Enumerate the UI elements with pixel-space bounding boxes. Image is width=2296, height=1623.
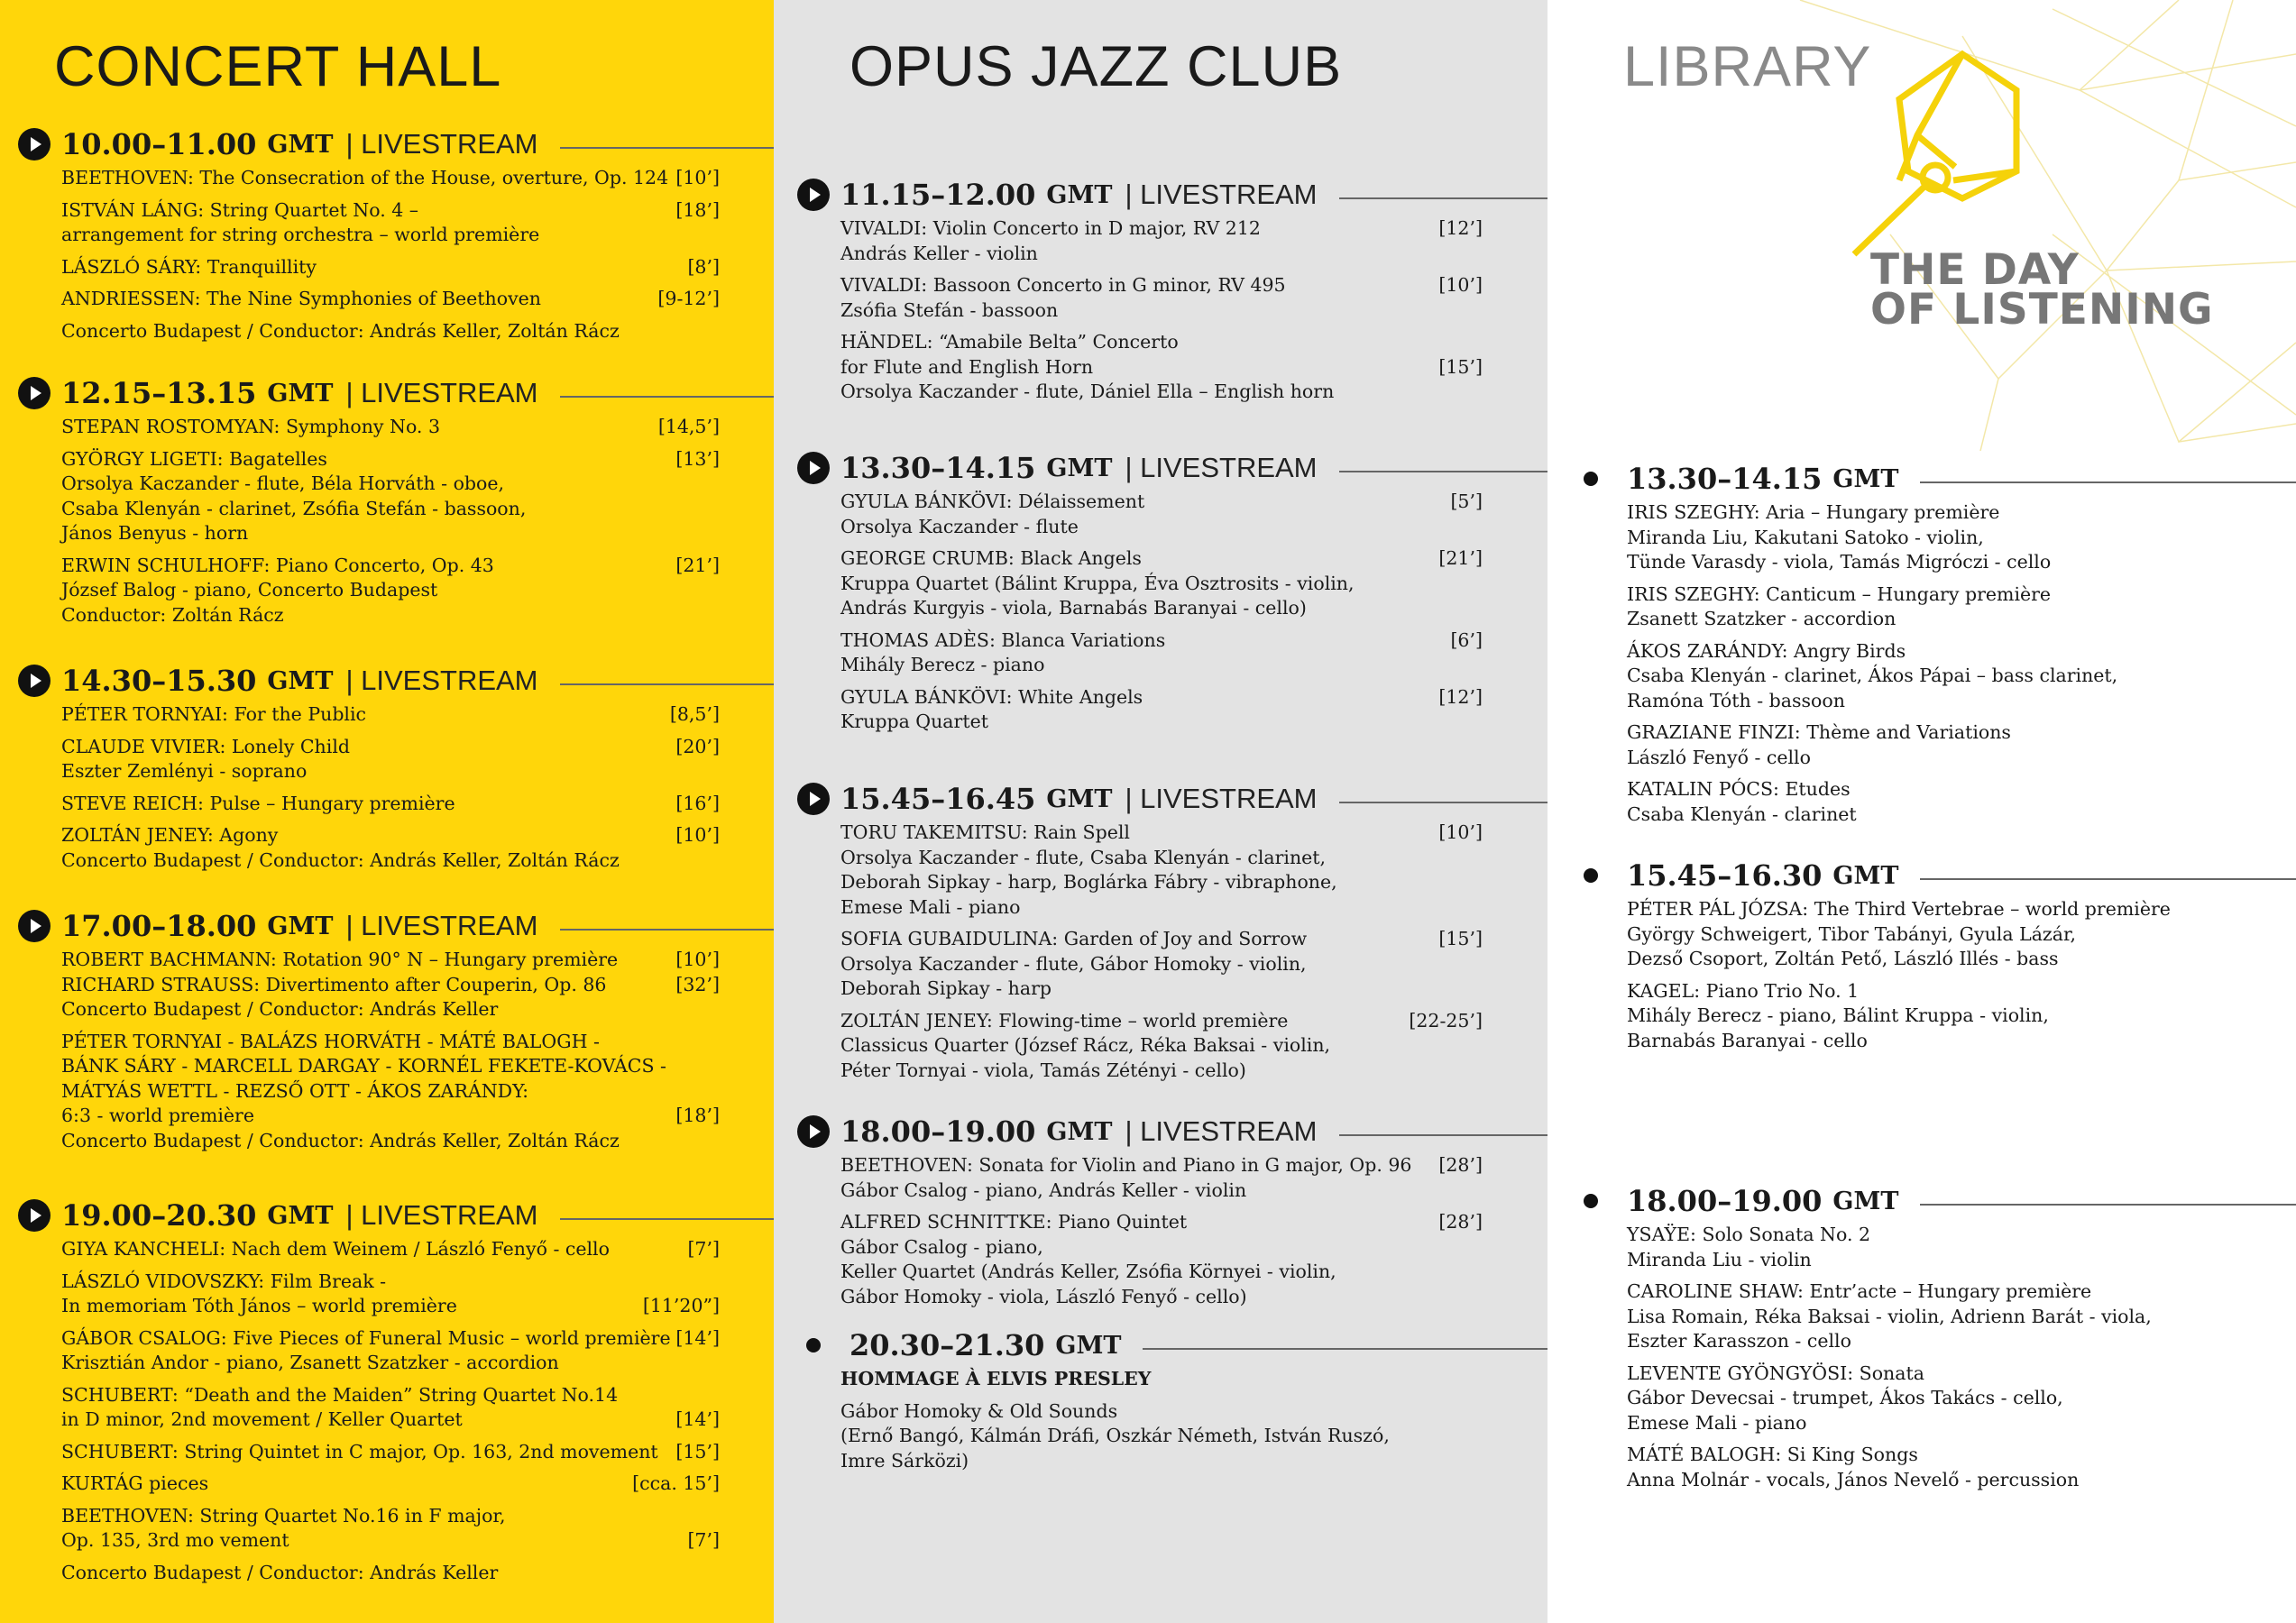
program-item bbox=[61, 255, 774, 280]
logo-line-1: THE DAY bbox=[1870, 245, 2080, 295]
program-text: KURTÁG pieces bbox=[61, 1472, 209, 1494]
program-item bbox=[840, 273, 1548, 323]
bullet-icon bbox=[1584, 868, 1598, 883]
program-duration: [12’] bbox=[1438, 685, 1483, 708]
program-text: VIVALDI: Violin Concerto in D major, RV 212 András Keller - violin bbox=[840, 217, 1261, 264]
session-timezone: GMT bbox=[267, 666, 334, 695]
schedule-session bbox=[18, 906, 774, 1160]
program-item bbox=[1627, 500, 2296, 575]
program-text: THOMAS ADÈS: Blanca Variations Mihály Berecz - piano bbox=[840, 628, 1166, 675]
session-time: 13.30–14.15 bbox=[1627, 462, 1823, 496]
program-text: SCHUBERT: “Death and the Maiden” String Quartet No.14 in D minor, 2nd movement / Keller Quartet bbox=[61, 1383, 619, 1430]
program-duration: [5’] bbox=[1450, 491, 1483, 512]
program-item bbox=[61, 1030, 774, 1154]
program-duration: [16’] bbox=[675, 792, 720, 814]
program-duration: [13’] bbox=[675, 447, 720, 470]
program-text: PÉTER TORNYAI - BALÁZS HORVÁTH - MÁTÉ BALOGH - BÁNK SÁRY - MARCELL DARGAY - KORNÉL FEKETE-KOVÁCS - MÁTYÁS WETTL - REZSŐ OTT - ÁKOS ZARÁNDY: 6:3 - world première Concerto Budapest / Conductor: András Keller, Zoltán Rácz bbox=[61, 1030, 666, 1151]
program-item bbox=[840, 1210, 1548, 1309]
program-item bbox=[61, 1504, 774, 1554]
opus-jazz-club-title: OPUS JAZZ CLUB bbox=[850, 35, 1343, 98]
program-text: KATALIN PÓCS: Etudes Csaba Klenyán - clarinet bbox=[1627, 778, 1857, 825]
program-item bbox=[840, 330, 1548, 405]
session-time: 14.30–15.30 bbox=[61, 664, 257, 698]
program-duration: [15’] bbox=[1438, 928, 1483, 949]
program-item bbox=[61, 702, 774, 728]
program-duration: [11’20”] bbox=[642, 1295, 720, 1316]
program-item bbox=[840, 546, 1548, 621]
livestream-play-icon[interactable] bbox=[18, 665, 51, 697]
program-text: Gábor Homoky & Old Sounds (Ernő Bangó, Kálmán Dráfi, Oszkár Németh, István Ruszó, Imre Sárközi) bbox=[840, 1399, 1390, 1472]
program-list bbox=[18, 1237, 774, 1585]
session-timezone: GMT bbox=[1046, 784, 1113, 813]
session-header bbox=[797, 779, 1548, 819]
schedule-session bbox=[18, 1196, 774, 1592]
program-item bbox=[840, 1009, 1548, 1084]
program-duration: [10’] bbox=[1438, 274, 1483, 296]
program-text: YSAŸE: Solo Sonata No. 2 Miranda Liu - violin bbox=[1627, 1224, 1871, 1270]
opus-jazz-club-column bbox=[774, 0, 1548, 1623]
program-item bbox=[61, 735, 774, 784]
livestream-label[interactable]: | LIVESTREAM bbox=[1125, 179, 1318, 210]
program-text: LÁSZLÓ VIDOVSZKY: Film Break - In memoriam Tóth János – world première bbox=[61, 1270, 457, 1316]
session-header bbox=[797, 175, 1548, 215]
program-item bbox=[1627, 639, 2296, 714]
program-item bbox=[61, 1326, 774, 1376]
schedule-session bbox=[18, 124, 774, 351]
livestream-play-icon[interactable] bbox=[797, 1115, 830, 1148]
library-title: LIBRARY bbox=[1623, 35, 1872, 98]
program-text: ISTVÁN LÁNG: String Quartet No. 4 – arrangement for string orchestra – world première bbox=[61, 198, 540, 245]
program-duration: [8,5’] bbox=[669, 703, 720, 725]
session-timezone: GMT bbox=[1832, 1187, 1899, 1215]
schedule-session bbox=[1575, 856, 2296, 1060]
program-text: MÁTÉ BALOGH: Si King Songs Anna Molnár - vocals, János Nevelő - percussion bbox=[1627, 1444, 2080, 1490]
session-time: 18.00–19.00 bbox=[1627, 1184, 1823, 1218]
section-divider bbox=[560, 929, 774, 931]
program-item bbox=[840, 1367, 1548, 1392]
program-item bbox=[61, 319, 774, 344]
program-duration: [28’] bbox=[1438, 1211, 1483, 1233]
program-item bbox=[840, 685, 1548, 735]
program-text: ROBERT BACHMANN: Rotation 90° N – Hungary première RICHARD STRAUSS: Divertimento after Couperin, Op. 86 Concerto Budapest / Conductor: András Keller bbox=[61, 949, 619, 1020]
program-duration: [8’] bbox=[687, 255, 720, 278]
program-item bbox=[1627, 1443, 2296, 1492]
schedule-session bbox=[797, 1112, 1548, 1316]
program-text: ALFRED SCHNITTKE: Piano Quintet Gábor Csalog - piano, Keller Quartet (András Keller, Zsófia Környei - violin, Gábor Homoky - viola, László Fenyő - cello) bbox=[840, 1211, 1336, 1307]
program-text: ZOLTÁN JENEY: Agony Concerto Budapest / Conductor: András Keller, Zoltán Rácz bbox=[61, 824, 620, 871]
program-duration: [21’] bbox=[1438, 547, 1483, 569]
section-divider bbox=[1920, 1204, 2296, 1206]
program-text: Concerto Budapest / Conductor: András Keller, Zoltán Rácz bbox=[61, 319, 620, 342]
program-list bbox=[18, 415, 774, 628]
livestream-label[interactable]: | LIVESTREAM bbox=[1125, 452, 1318, 483]
program-text: GYULA BÁNKÖVI: Délaissement Orsolya Kaczander - flute bbox=[840, 491, 1145, 537]
program-item bbox=[61, 1561, 774, 1586]
livestream-play-icon[interactable] bbox=[18, 128, 51, 160]
program-duration: [7’] bbox=[687, 1529, 720, 1551]
program-duration: [9-12’] bbox=[657, 288, 720, 309]
program-text: ZOLTÁN JENEY: Flowing-time – world première Classicus Quarter (József Rácz, Réka Baksai - violin, Péter Tornyai - viola, Tamás Zétényi - cello) bbox=[840, 1009, 1331, 1081]
program-duration: [15’] bbox=[1438, 355, 1483, 378]
session-time: 13.30–14.15 bbox=[840, 451, 1036, 485]
session-header bbox=[1575, 1181, 2296, 1221]
program-item bbox=[1627, 1362, 2296, 1436]
program-text: GIYA KANCHELI: Nach dem Weinem / László Fenyő - cello bbox=[61, 1238, 610, 1260]
session-header bbox=[18, 124, 774, 164]
session-timezone: GMT bbox=[267, 1201, 334, 1230]
program-text: PÉTER PÁL JÓZSA: The Third Vertebrae – world première György Schweigert, Tibor Tabányi, Gyula Lázár, Dezső Csoport, Zoltán Pető, László Illés - bass bbox=[1627, 898, 2171, 969]
program-item bbox=[1627, 897, 2296, 972]
session-time: 15.45–16.30 bbox=[1627, 858, 1823, 893]
program-list bbox=[1575, 897, 2296, 1053]
session-header bbox=[797, 1325, 1548, 1365]
program-text: BEETHOVEN: The Consecration of the House, overture, Op. 124 bbox=[61, 167, 669, 188]
program-item bbox=[1627, 1279, 2296, 1354]
program-text: CLAUDE VIVIER: Lonely Child Eszter Zemlényi - soprano bbox=[61, 735, 350, 782]
program-list bbox=[797, 821, 1548, 1083]
schedule-session bbox=[1575, 1181, 2296, 1499]
program-text: GÁBOR CSALOG: Five Pieces of Funeral Music – world première Krisztián Andor - piano, Zsanett Szatzker - accordion bbox=[61, 1326, 671, 1373]
schedule-session bbox=[18, 373, 774, 635]
day-of-listening-logo bbox=[1870, 245, 2214, 335]
program-duration: [14’] bbox=[675, 1408, 720, 1430]
livestream-label[interactable]: | LIVESTREAM bbox=[345, 128, 538, 160]
program-item bbox=[61, 792, 774, 817]
section-divider bbox=[1339, 802, 1548, 803]
section-divider bbox=[560, 1218, 774, 1220]
session-timezone: GMT bbox=[1046, 454, 1113, 482]
bullet-icon bbox=[1584, 1194, 1598, 1208]
session-time: 17.00–18.00 bbox=[61, 909, 257, 943]
program-duration: [14,5’] bbox=[657, 416, 720, 437]
program-item bbox=[61, 1472, 774, 1497]
program-item bbox=[840, 821, 1548, 920]
program-item bbox=[840, 490, 1548, 539]
program-duration: [6’] bbox=[1450, 628, 1483, 651]
bullet-icon bbox=[806, 1338, 821, 1352]
program-duration: [15’] bbox=[675, 1440, 720, 1463]
program-text: IRIS SZEGHY: Aria – Hungary première Miranda Liu, Kakutani Satoko - violin, Tünde Varasdy - viola, Tamás Migróczi - cello bbox=[1627, 501, 2052, 573]
program-text: HÄNDEL: “Amabile Belta” Concerto for Flute and English Horn Orsolya Kaczander - flute, Dániel Ella – English horn bbox=[840, 331, 1335, 402]
program-text: VIVALDI: Bassoon Concerto in G minor, RV 495 Zsófia Stefán - bassoon bbox=[840, 274, 1286, 321]
section-divider bbox=[1920, 481, 2296, 483]
program-item bbox=[1627, 979, 2296, 1054]
program-list bbox=[797, 490, 1548, 735]
program-item bbox=[840, 927, 1548, 1002]
program-duration: [10’] [32’] bbox=[675, 949, 720, 995]
section-divider bbox=[1920, 878, 2296, 880]
livestream-play-icon[interactable] bbox=[797, 179, 830, 211]
session-header bbox=[18, 661, 774, 701]
livestream-label[interactable]: | LIVESTREAM bbox=[345, 910, 538, 941]
session-time: 18.00–19.00 bbox=[840, 1114, 1036, 1149]
program-item bbox=[61, 948, 774, 1022]
program-item bbox=[61, 166, 774, 191]
logo-line-2: OF LISTENING bbox=[1870, 285, 2214, 335]
program-item bbox=[1627, 720, 2296, 770]
program-duration: [10’] bbox=[1438, 821, 1483, 843]
session-time: 19.00–20.30 bbox=[61, 1198, 257, 1233]
program-text: HOMMAGE À ELVIS PRESLEY bbox=[840, 1368, 1152, 1389]
program-text: ÁKOS ZARÁNDY: Angry Birds Csaba Klenyán - clarinet, Ákos Pápai – bass clarinet, Ramóna Tóth - bassoon bbox=[1627, 639, 2118, 711]
program-duration: [14’] bbox=[675, 1326, 720, 1349]
program-duration: [cca. 15’] bbox=[632, 1472, 720, 1494]
session-header bbox=[18, 373, 774, 413]
program-duration: [10’] bbox=[675, 824, 720, 846]
schedule-session bbox=[797, 779, 1548, 1090]
program-duration: [18’] bbox=[675, 1105, 720, 1126]
program-text: GYULA BÁNKÖVI: White Angels Kruppa Quartet bbox=[840, 685, 1143, 732]
livestream-play-icon[interactable] bbox=[797, 783, 830, 815]
concert-hall-title: CONCERT HALL bbox=[54, 35, 502, 98]
program-item bbox=[1627, 1223, 2296, 1272]
program-text: GEORGE CRUMB: Black Angels Kruppa Quartet (Bálint Kruppa, Éva Osztrosits - violin, András Kurgyis - viola, Barnabás Baranyai - cello) bbox=[840, 547, 1355, 619]
program-text: GRAZIANE FINZI: Thème and Variations László Fenyő - cello bbox=[1627, 721, 2011, 768]
session-timezone: GMT bbox=[1046, 1117, 1113, 1146]
program-duration: [12’] bbox=[1438, 217, 1483, 239]
library-column bbox=[1548, 0, 2296, 1623]
program-text: CAROLINE SHAW: Entr’acte – Hungary première Lisa Romain, Réka Baksai - violin, Adrienn Barát - viola, Eszter Karasszon - cello bbox=[1627, 1280, 2152, 1352]
livestream-play-icon[interactable] bbox=[797, 452, 830, 484]
livestream-label[interactable]: | LIVESTREAM bbox=[345, 1199, 538, 1231]
livestream-play-icon[interactable] bbox=[18, 1199, 51, 1232]
program-item bbox=[840, 1399, 1548, 1474]
schedule-session bbox=[797, 448, 1548, 742]
program-item bbox=[61, 447, 774, 546]
session-timezone: GMT bbox=[267, 379, 334, 408]
program-text: ANDRIESSEN: The Nine Symphonies of Beethoven bbox=[61, 288, 541, 309]
program-list bbox=[1575, 1223, 2296, 1492]
program-item bbox=[840, 1153, 1548, 1203]
program-text: BEETHOVEN: Sonata for Violin and Piano in G major, Op. 96 Gábor Csalog - piano, András Keller - violin bbox=[840, 1154, 1412, 1201]
session-timezone: GMT bbox=[1832, 464, 1899, 493]
program-list bbox=[18, 702, 774, 873]
program-text: STEPAN ROSTOMYAN: Symphony No. 3 bbox=[61, 416, 441, 437]
program-list bbox=[1575, 500, 2296, 827]
bullet-icon bbox=[1584, 472, 1598, 486]
program-item bbox=[61, 287, 774, 312]
program-duration: [18’] bbox=[675, 198, 720, 221]
program-item bbox=[61, 823, 774, 873]
program-text: PÉTER TORNYAI: For the Public bbox=[61, 703, 367, 725]
session-timezone: GMT bbox=[1055, 1331, 1122, 1360]
session-time: 12.15–13.15 bbox=[61, 376, 257, 410]
program-duration: [7’] bbox=[687, 1238, 720, 1260]
program-list bbox=[797, 1367, 1548, 1473]
livestream-play-icon[interactable] bbox=[18, 377, 51, 409]
program-duration: [21’] bbox=[675, 554, 720, 576]
livestream-label[interactable]: | LIVESTREAM bbox=[1125, 1115, 1318, 1147]
schedule-session bbox=[1575, 459, 2296, 834]
session-header bbox=[18, 1196, 774, 1235]
program-text: SCHUBERT: String Quintet in C major, Op. 163, 2nd movement bbox=[61, 1440, 658, 1463]
program-text: IRIS SZEGHY: Canticum – Hungary première Zsanett Szatzker - accordion bbox=[1627, 582, 2052, 629]
program-item bbox=[840, 628, 1548, 678]
section-divider bbox=[1339, 471, 1548, 472]
program-item bbox=[61, 1237, 774, 1262]
session-time: 10.00–11.00 bbox=[61, 127, 257, 161]
session-header bbox=[18, 906, 774, 946]
session-timezone: GMT bbox=[1832, 861, 1899, 890]
program-text: KAGEL: Piano Trio No. 1 Mihály Berecz - piano, Bálint Kruppa - violin, Barnabás Baranyai - cello bbox=[1627, 979, 2049, 1051]
livestream-label[interactable]: | LIVESTREAM bbox=[345, 377, 538, 408]
section-divider bbox=[560, 396, 774, 398]
program-item bbox=[61, 198, 774, 248]
program-text: BEETHOVEN: String Quartet No.16 in F major, Op. 135, 3rd mo vement bbox=[61, 1504, 506, 1551]
program-item bbox=[61, 415, 774, 440]
program-list bbox=[797, 216, 1548, 405]
session-time: 15.45–16.45 bbox=[840, 782, 1036, 816]
livestream-play-icon[interactable] bbox=[18, 910, 51, 942]
session-time: 11.15–12.00 bbox=[840, 178, 1036, 212]
session-header bbox=[797, 1112, 1548, 1151]
session-timezone: GMT bbox=[1046, 180, 1113, 209]
program-text: LÁSZLÓ SÁRY: Tranquillity bbox=[61, 255, 317, 278]
livestream-label[interactable]: | LIVESTREAM bbox=[345, 665, 538, 696]
program-text: STEVE REICH: Pulse – Hungary première bbox=[61, 792, 455, 814]
program-item bbox=[840, 216, 1548, 266]
section-divider bbox=[560, 147, 774, 149]
schedule-session bbox=[18, 661, 774, 880]
livestream-label[interactable]: | LIVESTREAM bbox=[1125, 783, 1318, 814]
program-duration: [10’] bbox=[675, 167, 720, 188]
schedule-session bbox=[797, 1325, 1548, 1481]
session-header bbox=[797, 448, 1548, 488]
program-item bbox=[61, 1270, 774, 1319]
program-text: LEVENTE GYÖNGYÖSI: Sonata Gábor Devecsai - trumpet, Ákos Takács - cello, Emese Mali - piano bbox=[1627, 1362, 2063, 1434]
session-header bbox=[1575, 856, 2296, 895]
program-item bbox=[61, 1440, 774, 1465]
session-time: 20.30–21.30 bbox=[850, 1328, 1045, 1362]
program-text: TORU TAKEMITSU: Rain Spell Orsolya Kaczander - flute, Csaba Klenyán - clarinet, Deborah Sipkay - harp, Boglárka Fábry - vibraphone, Emese Mali - piano bbox=[840, 821, 1337, 918]
program-duration: [22-25’] bbox=[1409, 1009, 1483, 1032]
section-divider bbox=[1339, 1134, 1548, 1136]
schedule-session bbox=[797, 175, 1548, 412]
program-item bbox=[1627, 777, 2296, 827]
program-item bbox=[61, 554, 774, 628]
section-divider bbox=[560, 683, 774, 685]
session-timezone: GMT bbox=[267, 912, 334, 940]
program-item bbox=[1627, 582, 2296, 632]
program-text: GYÖRGY LIGETI: Bagatelles Orsolya Kaczander - flute, Béla Horváth - oboe, Csaba Klenyán - clarinet, Zsófia Stefán - bassoon, János Benyus - horn bbox=[61, 447, 527, 544]
program-list bbox=[797, 1153, 1548, 1309]
section-divider bbox=[1339, 197, 1548, 199]
program-item bbox=[61, 1383, 774, 1433]
concert-hall-column bbox=[0, 0, 774, 1623]
program-list bbox=[18, 948, 774, 1153]
section-divider bbox=[1143, 1348, 1548, 1350]
program-text: SOFIA GUBAIDULINA: Garden of Joy and Sorrow Orsolya Kaczander - flute, Gábor Homoky - violin, Deborah Sipkay - harp bbox=[840, 928, 1308, 999]
program-text: ERWIN SCHULHOFF: Piano Concerto, Op. 43 József Balog - piano, Concerto Budapest Conductor: Zoltán Rácz bbox=[61, 554, 494, 626]
program-list bbox=[18, 166, 774, 344]
program-text: Concerto Budapest / Conductor: András Keller bbox=[61, 1561, 499, 1583]
session-header bbox=[1575, 459, 2296, 499]
program-duration: [28’] bbox=[1438, 1154, 1483, 1176]
program-duration: [20’] bbox=[675, 735, 720, 757]
session-timezone: GMT bbox=[267, 130, 334, 159]
